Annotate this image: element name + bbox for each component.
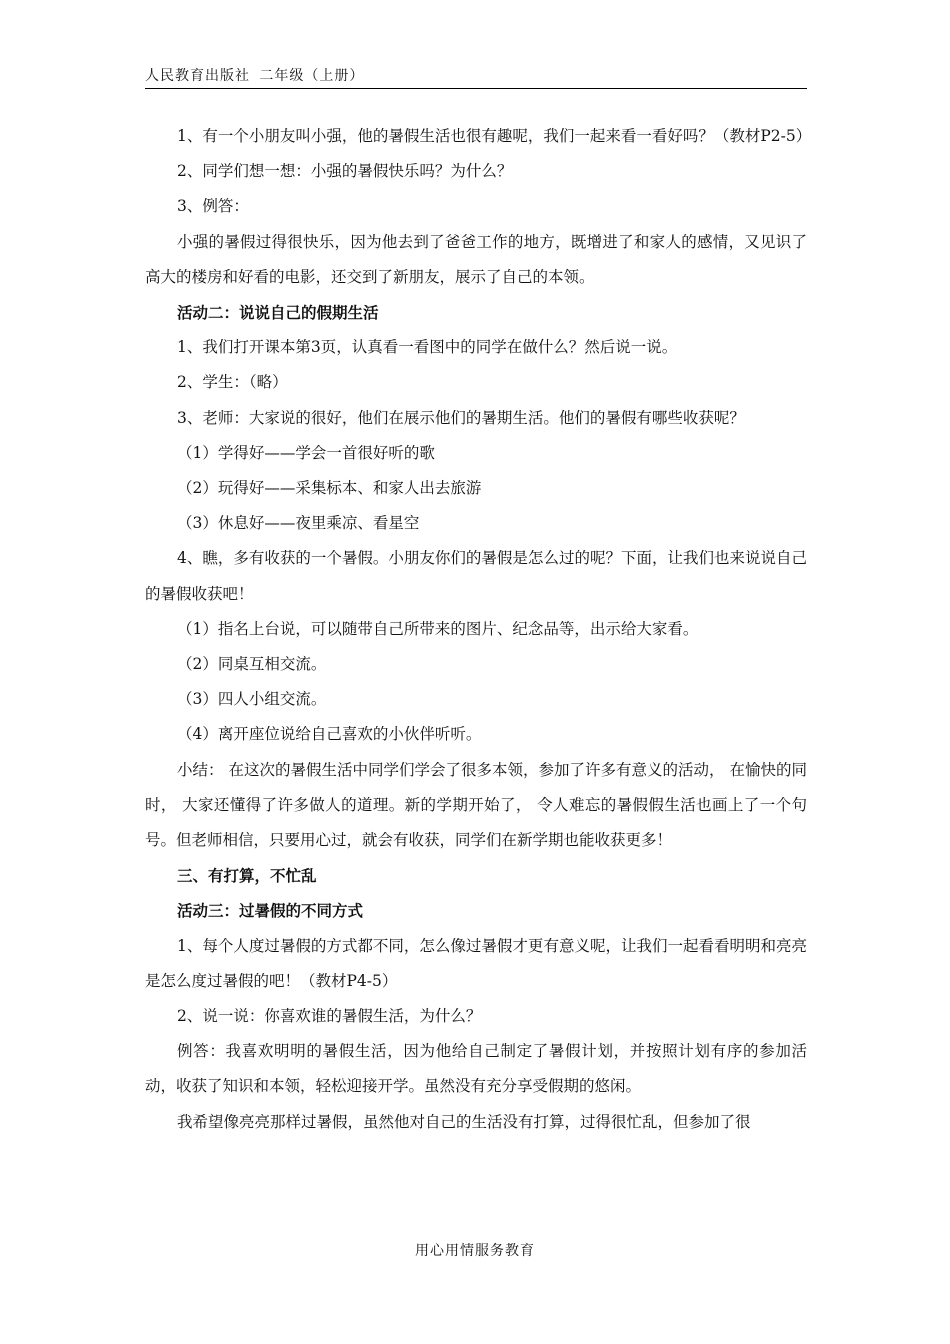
section-heading: 三、有打算，不忙乱 xyxy=(177,866,317,886)
paragraph: 1、每个人度过暑假的方式都不同，怎么像过暑假才更有意义呢，让我们一起看看明明和亮亮是怎么度过暑假的吧！（教材P4-5） xyxy=(145,936,807,990)
list-item: （1）指名上台说，可以随带自己所带来的图片、纪念品等，出示给大家看。 xyxy=(177,619,699,638)
paragraph: 2、说一说：你喜欢谁的暑假生活，为什么？ xyxy=(177,1007,482,1026)
activity-heading: 活动二：说说自己的假期生活 xyxy=(177,303,379,323)
summary-paragraph: 小结： 在这次的暑假生活中同学们学会了很多本领，参加了许多有意义的活动， 在愉快的同时， 大家还懂得了许多做人的道理。新的学期开始了， 令人难忘的暑假假生活也画上了一个句号。但老师相信，只要用心过，就会有收获，同学们在新学期也能收获更多！ xyxy=(145,760,807,850)
list-item: （1）学得好——学会一首很好听的歌 xyxy=(177,443,435,462)
list-item: （3）四人小组交流。 xyxy=(177,690,327,709)
paragraph: 1、有一个小朋友叫小强，他的暑假生活也很有趣呢，我们一起来看一看好吗？（教材P2-5） xyxy=(177,127,812,145)
paragraph: 2、同学们想一想：小强的暑假快乐吗？为什么？ xyxy=(177,162,513,181)
list-item: （2）玩得好——采集标本、和家人出去旅游 xyxy=(177,479,482,498)
list-item: （3）休息好——夜里乘凉、看星空 xyxy=(177,514,420,533)
paragraph: 3、老师：大家说的很好，他们在展示他们的暑期生活。他们的暑假有哪些收获呢？ xyxy=(177,408,745,427)
document-body xyxy=(145,119,812,1140)
list-item: （2）同桌互相交流。 xyxy=(177,655,327,674)
list-item: （4）离开座位说给自己喜欢的小伙伴听听。 xyxy=(177,725,482,744)
paragraph: 例答：我喜欢明明的暑假生活，因为他给自己制定了暑假计划，并按照计划有序的参加活动，收获了知识和本领，轻松迎接开学。虽然没有充分享受假期的悠闲。 xyxy=(145,1042,807,1096)
activity-heading: 活动三：过暑假的不同方式 xyxy=(177,901,364,921)
page-footer: 用心用情服务教育 xyxy=(415,1243,535,1259)
paragraph: 我希望像亮亮那样过暑假，虽然他对自己的生活没有打算，过得很忙乱，但参加了很 xyxy=(177,1112,751,1131)
paragraph: 3、例答： xyxy=(177,197,249,216)
paragraph: 1、我们打开课本第3页，认真看一看图中的同学在做什么？然后说一说。 xyxy=(177,338,678,357)
paragraph: 小强的暑假过得很快乐，因为他去到了爸爸工作的地方，既增进了和家人的感情，又见识了高大的楼房和好看的电影，还交到了新朋友，展示了自己的本领。 xyxy=(145,232,807,286)
paragraph: 2、学生：（略） xyxy=(177,373,288,392)
paragraph: 4、瞧，多有收获的一个暑假。小朋友你们的暑假是怎么过的呢？下面，让我们也来说说自己的暑假收获吧！ xyxy=(145,549,807,603)
page-header: 人民教育出版社 二年级（上册） xyxy=(145,66,807,89)
